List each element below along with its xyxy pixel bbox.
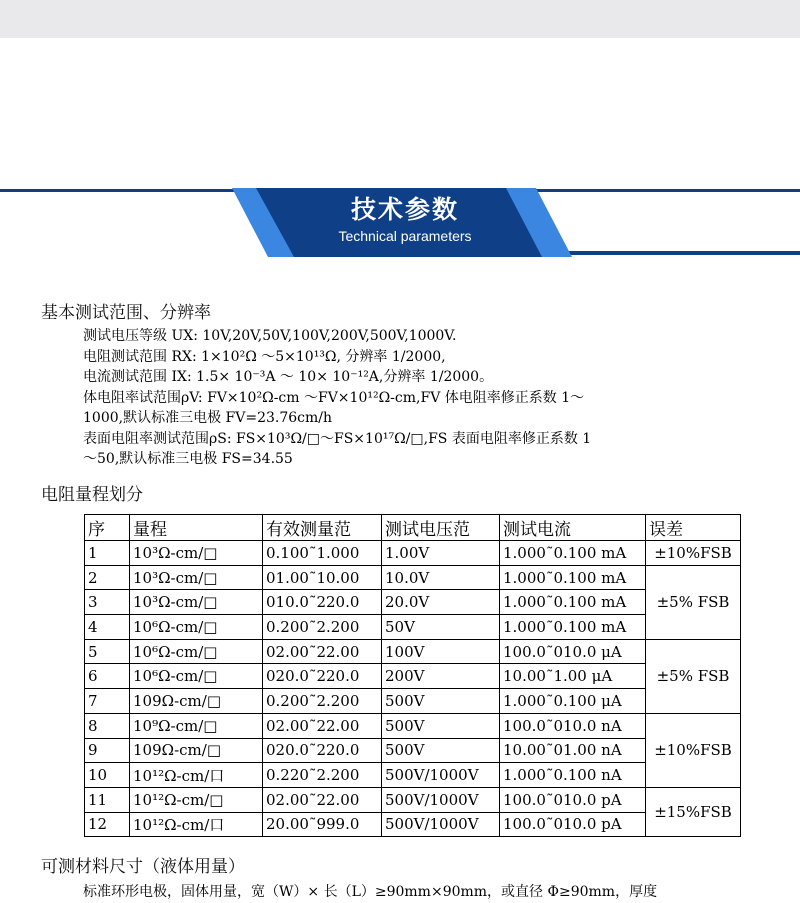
cell-error: ±15%FSB (646, 787, 741, 836)
cell-index: 7 (85, 689, 130, 714)
table-row (85, 664, 741, 689)
cell-current: 100.0˜010.0 μA (500, 639, 646, 664)
table-row (85, 763, 741, 788)
cell-voltage: 500V (382, 713, 500, 738)
cell-current: 100.0˜010.0 pA (500, 787, 646, 812)
cell-current: 1.000˜0.100 mA (500, 590, 646, 615)
cell-index: 11 (85, 787, 130, 812)
header-test-voltage: 测试电压范 (382, 515, 500, 541)
table-row (85, 689, 741, 714)
table-row (85, 639, 741, 664)
cell-range: 10¹²Ω-cm/□ (130, 787, 263, 812)
param-line: 标准环形电极，固体用量，宽（W）× 长（L）≥90mm×90mm，或直径 Φ≥90mm，厚度 (83, 884, 658, 900)
table-row (85, 565, 741, 590)
cell-voltage: 200V (382, 664, 500, 689)
table-row (85, 541, 741, 566)
cell-range: 109Ω-cm/□ (130, 738, 263, 763)
param-line: 测试电压等级 UX: 10V,20V,50V,100V,200V,500V,1000V. (83, 328, 457, 344)
cell-error: ±10%FSB (646, 541, 741, 566)
cell-effective: 01.00˜10.00 (263, 565, 382, 590)
table-row (85, 713, 741, 738)
cell-voltage: 500V (382, 738, 500, 763)
cell-effective: 20.00˜999.0 (263, 812, 382, 837)
cell-index: 2 (85, 565, 130, 590)
cell-range: 10³Ω-cm/□ (130, 590, 263, 615)
header-index: 序 (85, 515, 130, 541)
cell-range: 10⁶Ω-cm/□ (130, 639, 263, 664)
table-row (85, 615, 741, 640)
cell-range: 10¹²Ω-cm/口 (130, 763, 263, 788)
basic-range-list (83, 326, 763, 470)
cell-range: 10⁶Ω-cm/□ (130, 615, 263, 640)
cell-index: 10 (85, 763, 130, 788)
cell-voltage: 500V/1000V (382, 812, 500, 837)
cell-voltage: 20.0V (382, 590, 500, 615)
param-line: 表面电阻率测试范围ρS: FS×10³Ω/□～FS×10¹⁷Ω/□,FS 表面电阻率修正系数 1 (83, 430, 592, 447)
cell-effective: 0.200˜2.200 (263, 615, 382, 640)
cell-current: 1.000˜0.100 mA (500, 615, 646, 640)
cell-voltage: 500V (382, 689, 500, 714)
top-band (0, 0, 800, 38)
param-line: 电阻测试范围 RX: 1×10²Ω ～5×10¹³Ω, 分辨率 1/2000, (83, 348, 446, 365)
section-title-basic-range: 基本测试范围、分辨率 (41, 303, 211, 323)
param-line: 1000,默认标准三电极 FV=23.76cm/h (83, 410, 333, 426)
cell-effective: 020.0˜220.0 (263, 738, 382, 763)
cell-index: 9 (85, 738, 130, 763)
cell-voltage: 10.0V (382, 565, 500, 590)
header-test-current: 测试电流 (500, 515, 646, 541)
material-size-text (83, 882, 763, 903)
cell-current: 1.000˜0.100 mA (500, 565, 646, 590)
cell-current: 100.0˜010.0 pA (500, 812, 646, 837)
cell-index: 1 (85, 541, 130, 566)
cell-effective: 020.0˜220.0 (263, 664, 382, 689)
section-banner (0, 180, 800, 260)
param-line: 电流测试范围 IX: 1.5× 10⁻³A ～ 10× 10⁻¹²A,分辨率 1/2000。 (83, 369, 494, 385)
section-title-material-size: 可测材料尺寸（液体用量） (41, 857, 245, 877)
cell-effective: 0.200˜2.200 (263, 689, 382, 714)
table-row (85, 590, 741, 615)
range-table (84, 514, 741, 837)
cell-index: 8 (85, 713, 130, 738)
cell-current: 1.000˜0.100 μA (500, 689, 646, 714)
cell-range: 10³Ω-cm/□ (130, 565, 263, 590)
cell-index: 5 (85, 639, 130, 664)
table-header-row (85, 515, 741, 541)
cell-current: 100.0˜010.0 nA (500, 713, 646, 738)
cell-voltage: 50V (382, 615, 500, 640)
cell-effective: 010.0˜220.0 (263, 590, 382, 615)
cell-index: 3 (85, 590, 130, 615)
banner-title: 技术参数 (350, 195, 459, 224)
cell-error: ±10%FSB (646, 713, 741, 787)
cell-range: 10⁶Ω-cm/□ (130, 664, 263, 689)
cell-current: 10.00˜1.00 μA (500, 664, 646, 689)
cell-effective: 02.00˜22.00 (263, 639, 382, 664)
cell-range: 10³Ω-cm/□ (130, 541, 263, 566)
cell-effective: 02.00˜22.00 (263, 713, 382, 738)
cell-voltage: 500V/1000V (382, 763, 500, 788)
cell-range: 10¹²Ω-cm/口 (130, 812, 263, 837)
table-row (85, 738, 741, 763)
table-row (85, 812, 741, 837)
cell-current: 1.000˜0.100 mA (500, 541, 646, 566)
banner-subtitle: Technical parameters (338, 228, 472, 244)
cell-index: 6 (85, 664, 130, 689)
table-row (85, 787, 741, 812)
cell-voltage: 500V/1000V (382, 787, 500, 812)
header-range: 量程 (130, 515, 263, 541)
section-title-ranges: 电阻量程划分 (41, 485, 143, 505)
cell-voltage: 1.00V (382, 541, 500, 566)
cell-error: ±5% FSB (646, 565, 741, 639)
header-effective-range: 有效测量范 (263, 515, 382, 541)
cell-range: 10⁹Ω-cm/□ (130, 713, 263, 738)
cell-index: 12 (85, 812, 130, 837)
param-line: ～50,默认标准三电极 FS=34.55 (83, 451, 293, 467)
cell-effective: 02.00˜22.00 (263, 787, 382, 812)
cell-effective: 0.100˜1.000 (263, 541, 382, 566)
header-error: 误差 (646, 515, 741, 541)
cell-index: 4 (85, 615, 130, 640)
cell-effective: 0.220˜2.200 (263, 763, 382, 788)
cell-range: 109Ω-cm/□ (130, 689, 263, 714)
param-line: 体电阻率试范围ρV: FV×10²Ω-cm ～FV×10¹²Ω-cm,FV 体电阻率修正系数 1～ (83, 389, 585, 406)
cell-voltage: 100V (382, 639, 500, 664)
cell-current: 1.000˜0.100 nA (500, 763, 646, 788)
cell-error: ±5% FSB (646, 639, 741, 713)
cell-current: 10.00˜01.00 nA (500, 738, 646, 763)
